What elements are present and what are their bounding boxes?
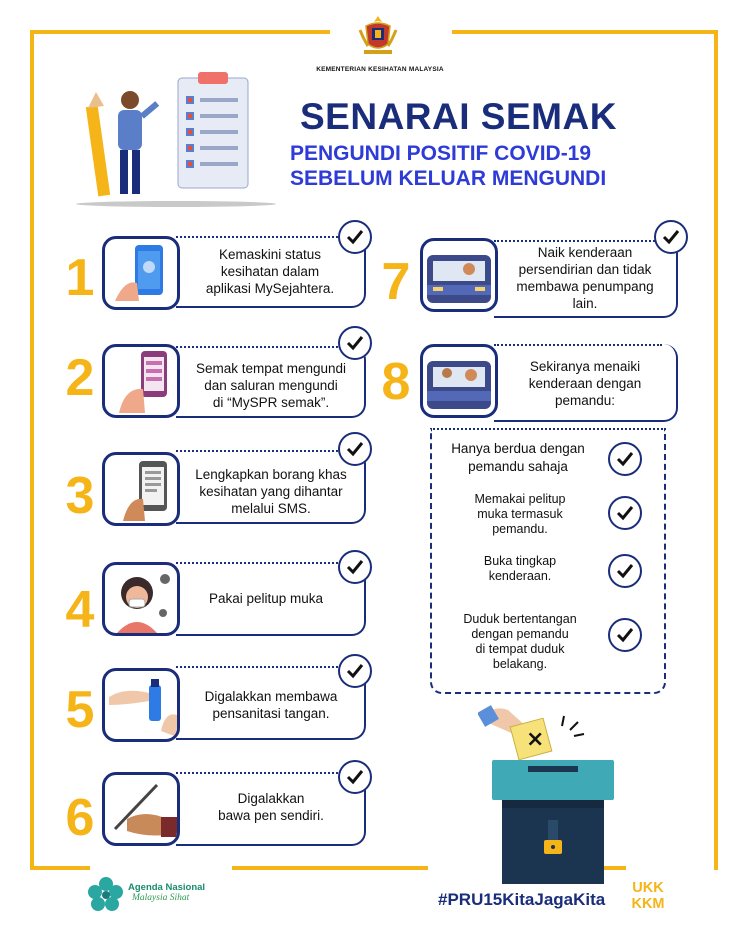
- step-6-text: Digalakkan bawa pen sendiri.: [218, 791, 324, 823]
- face-mask-icon: [105, 565, 177, 633]
- step-3-image: [102, 452, 180, 526]
- step-2-image: [102, 344, 180, 418]
- check-icon: [338, 654, 372, 688]
- agenda-nasional-logo: Agenda Nasional Malaysia Sihat: [88, 874, 228, 914]
- step-4-text: Pakai pelitup muka: [208, 591, 324, 606]
- sms-form-icon: [105, 455, 177, 523]
- page-title: SENARAI SEMAK: [300, 96, 617, 137]
- car-driver-passenger-icon: [423, 347, 495, 415]
- step-number: 7: [381, 253, 411, 311]
- step-5-image: [102, 668, 180, 742]
- step-2-text: Semak tempat mengundi dan saluran mengundi di “MySPR semak”.: [195, 361, 347, 410]
- phone-app-icon: [105, 239, 177, 307]
- step-number: 6: [65, 789, 95, 847]
- step-number: 4: [65, 581, 95, 639]
- hashtag: #PRU15KitaJagaKita: [438, 890, 606, 909]
- step-8-image: [420, 344, 498, 418]
- check-icon: [338, 326, 372, 360]
- sub-item-text: Duduk bertentangan dengan pemandu di tempat duduk belakang.: [463, 612, 577, 671]
- sub-item-text: Memakai pelitup muka termasuk pemandu.: [474, 492, 566, 536]
- check-icon: [338, 432, 372, 466]
- hibiscus-icon: [88, 876, 124, 912]
- check-icon: [338, 550, 372, 584]
- check-icon: [608, 496, 642, 530]
- frame-left: [30, 30, 34, 870]
- frame-right: [714, 30, 718, 870]
- check-icon: [654, 220, 688, 254]
- frame-top-right: [452, 30, 718, 34]
- coat-of-arms-icon: [356, 14, 400, 58]
- step-6-image: [102, 772, 180, 846]
- check-icon: [608, 554, 642, 588]
- step-number: 5: [65, 681, 95, 739]
- sub-item-text: Hanya berdua dengan pemandu sahaja: [451, 441, 585, 474]
- step-number: 8: [381, 353, 411, 411]
- check-icon: [608, 618, 642, 652]
- svg-text:×: ×: [526, 727, 545, 752]
- step-number: 2: [65, 349, 95, 407]
- sub-item-text: Buka tingkap kenderaan.: [483, 554, 557, 583]
- checklist-illustration: [68, 66, 284, 208]
- ukk-kkm-badge: UKK KKM: [631, 880, 665, 912]
- page-subtitle: PENGUNDI POSITIF COVID-19: [290, 142, 592, 165]
- car-driver-icon: [423, 241, 495, 309]
- step-number: 1: [65, 249, 95, 307]
- step-1-text: Kemaskini status kesihatan dalam aplikasi MySejahtera.: [205, 247, 335, 296]
- step-1-image: [102, 236, 180, 310]
- check-icon: [338, 760, 372, 794]
- step-number: 3: [65, 467, 95, 525]
- ballot-box-illustration: [478, 700, 628, 888]
- pen-hand-icon: [105, 775, 177, 843]
- ministry-name: KEMENTERIAN KESIHATAN MALAYSIA: [316, 66, 444, 73]
- step-3-text: Lengkapkan borang khas kesihatan yang dihantar melalui SMS.: [195, 467, 347, 516]
- hand-sanitizer-icon: [105, 671, 177, 739]
- frame-top-left: [30, 30, 330, 34]
- step-8-text: Sekiranya menaiki kenderaan dengan pemandu:: [528, 359, 642, 408]
- check-icon: [608, 442, 642, 476]
- page-subtitle: SEBELUM KELUAR MENGUNDI: [290, 167, 607, 190]
- frame-bottom: [232, 866, 428, 870]
- step-7-text: Naik kenderaan persendirian dan tidak membawa penumpang lain.: [516, 245, 654, 311]
- step-5-text: Digalakkan membawa pensanitasi tangan.: [204, 689, 338, 721]
- check-icon: [338, 220, 372, 254]
- frame-bottom: [30, 866, 90, 870]
- step-7-image: [420, 238, 498, 312]
- phone-hand-icon: [105, 347, 177, 415]
- step-4-image: [102, 562, 180, 636]
